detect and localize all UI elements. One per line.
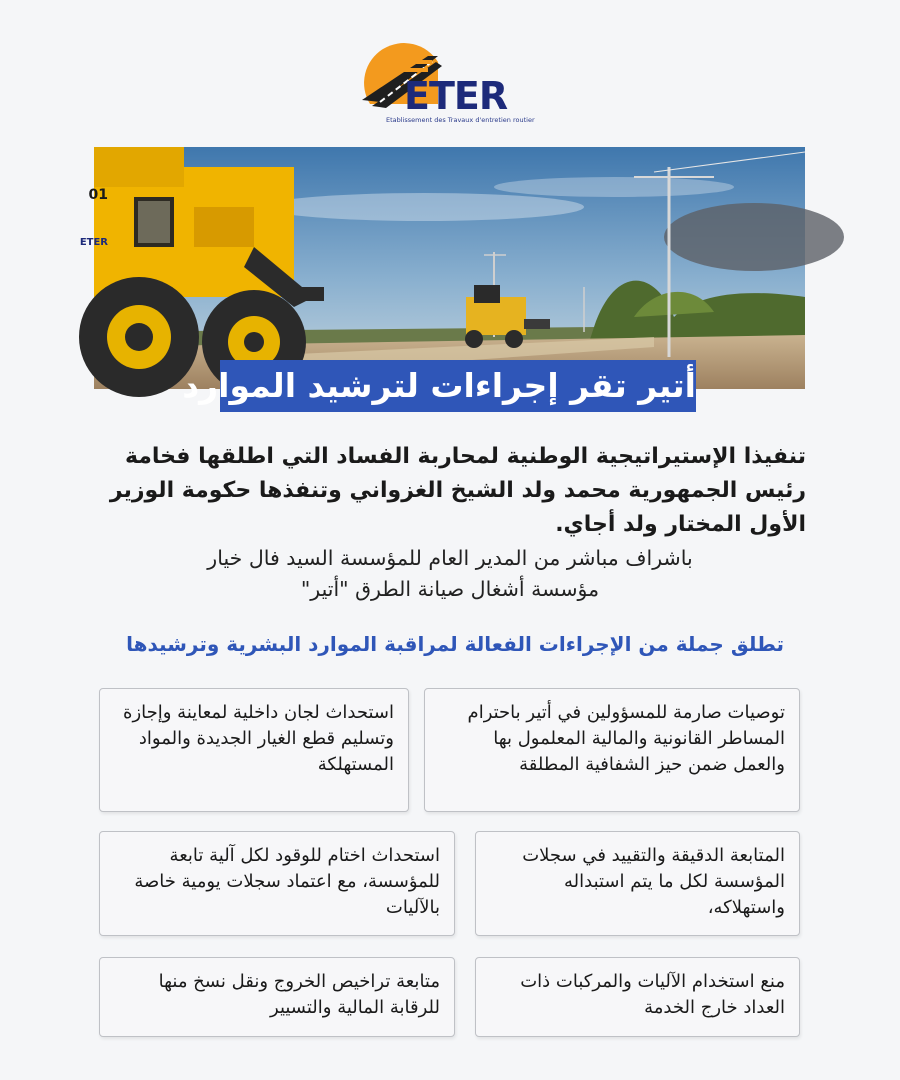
measure-card-5: منع استخدام الآليات والمركبات ذات العداد خارج الخدمة xyxy=(475,957,800,1037)
hero-photo xyxy=(79,147,805,389)
measure-card-2: استحداث لجان داخلية لمعاينة وإجازة وتسليم قطع الغيار الجديدة والمواد المستهلكة xyxy=(99,688,409,812)
headline-banner: أتير تقر إجراءات لترشيد الموارد xyxy=(220,360,696,412)
supervision-line-1: باشراف مباشر من المدير العام للمؤسسة السيد فال خيار xyxy=(207,546,693,570)
supervision-line-2: مؤسسة أشغال صيانة الطرق "أتير" xyxy=(300,577,600,601)
intro-paragraph: تنفيذا الإستيراتيجية الوطنية لمحاربة الفساد التي اطلقها فخامة رئيس الجمهورية محمد ولد الشيخ الغزواني وتنفذها حكومة الوزير الأول المختار ولد أجاي. xyxy=(109,444,806,537)
logo-subtitle: Etablissement des Travaux d'entretien routier xyxy=(386,116,535,124)
measure-card-1: توصيات صارمة للمسؤولين في أتير باحترام المساطر القانونية والمالية المعلمول بها والعمل ضمن حيز الشفافية المطلقة xyxy=(424,688,800,812)
machine-number-label: 01 xyxy=(88,187,108,203)
measure-card-4: استحداث اختام للوقود لكل آلية تابعة للمؤسسة، مع اعتماد سجلات يومية خاصة بالآليات xyxy=(99,831,455,936)
machine-brand-label: ETER xyxy=(79,237,108,248)
supervision-paragraph xyxy=(94,543,806,605)
measure-card-3: المتابعة الدقيقة والتقييد في سجلات المؤسسة لكل ما يتم استبداله واستهلاكه، xyxy=(475,831,800,936)
measure-card-6: متابعة تراخيص الخروج ونقل نسخ منها للرقابة المالية والتسيير xyxy=(99,957,455,1037)
actions-heading: تطلق جملة من الإجراءات الفعالة لمراقبة الموارد البشرية وترشيدها xyxy=(126,632,784,656)
logo-wordmark: ETER xyxy=(404,74,508,118)
eter-logo xyxy=(358,34,535,124)
